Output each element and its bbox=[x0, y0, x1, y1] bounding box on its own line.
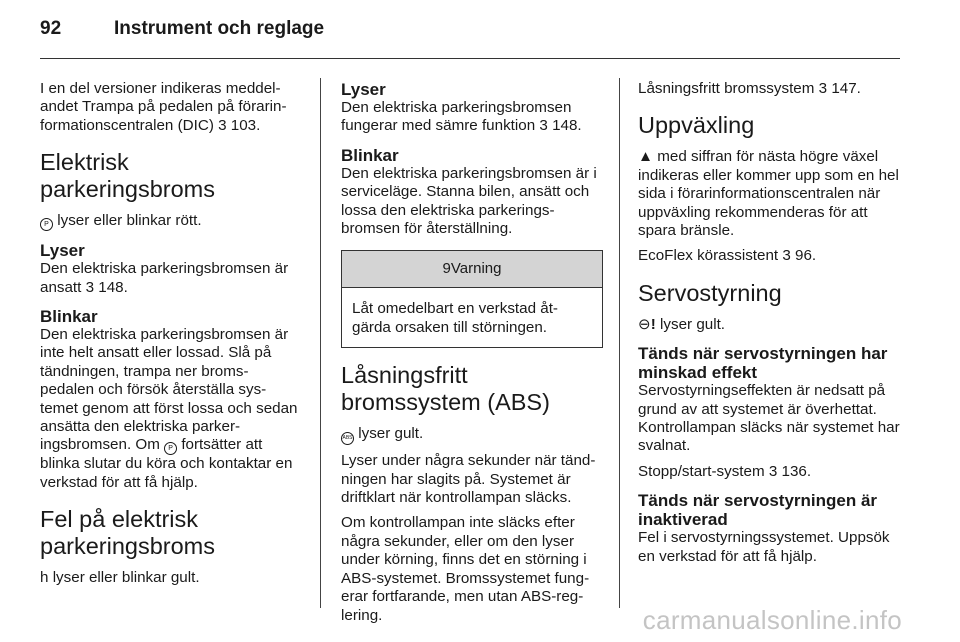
column-divider bbox=[320, 78, 321, 608]
paragraph: EcoFlex körassistent 3 96. bbox=[638, 247, 817, 265]
column-2 bbox=[341, 80, 603, 632]
paragraph: Stopp/start-system 3 136. bbox=[638, 462, 812, 480]
subheading: Lyser bbox=[341, 80, 386, 99]
page-ref[interactable]: 136. bbox=[781, 462, 812, 480]
page-ref-arrow-icon: 3 bbox=[85, 278, 95, 296]
page-ref[interactable]: 96. bbox=[795, 247, 817, 265]
chapter-title: Instrument och reglage bbox=[114, 18, 325, 39]
header-rule bbox=[40, 58, 900, 59]
subheading: Lyser bbox=[40, 241, 85, 261]
steering-wheel-icon: ⊖ bbox=[638, 315, 651, 333]
page-ref-arrow-icon: 3 bbox=[218, 116, 227, 134]
paragraph: Om kontrollampan inte släcks efter några sekunder, eller om den lyser under körning, finns det en störning i ABS-systemet. Bromssystemet fung-erar fortfarande, men utan ABS-reg-lering. bbox=[341, 514, 590, 624]
paragraph: Servostyrningseffekten är nedsatt på grund av att systemet är överhettat. Kontrollampan släcks när systemet har svalnat. bbox=[638, 382, 900, 455]
paragraph: Lyser under några sekunder när tänd-ningen har slagits på. Systemet är driftklart när kontrollampan släcks. bbox=[341, 452, 596, 507]
page-ref-arrow-icon: 3 bbox=[768, 462, 778, 480]
page-ref-arrow-icon: 3 bbox=[782, 247, 791, 265]
paragraph: ABS lyser gult. bbox=[341, 425, 603, 445]
warning-title: 9Varning bbox=[342, 251, 602, 288]
paragraph: Den elektriska parkeringsbromsen är inte helt ansatt eller lossad. Slå på tändningen, trampa ner broms-pedalen och försök återställa sys-temet genom att först lossa och sedan ansätta den elektriska parker-ingsbromsen. Om P fortsätter att blinka slutar du köra och kontaktar en verkstad för att få hjälp. bbox=[40, 326, 298, 491]
servo-exclamation-icon: ! bbox=[650, 315, 656, 333]
subheading: Tänds när servostyrningen har minskad effekt bbox=[638, 344, 888, 383]
paragraph: I en del versioner indikeras meddel-andet Trampa på pedalen på förarin-formationscentralen (DIC) 3 103. bbox=[40, 80, 287, 134]
page-ref[interactable]: 147. bbox=[831, 80, 861, 97]
page-ref-arrow-icon: 3 bbox=[539, 117, 548, 135]
section-heading: Fel på elektrisk parkeringsbroms bbox=[40, 506, 216, 560]
page-ref[interactable]: 148. bbox=[552, 117, 582, 135]
paragraph: ⊖! lyser gult. bbox=[638, 315, 726, 333]
paragraph: h lyser eller blinkar gult. bbox=[40, 569, 200, 587]
paragraph: P lyser eller blinkar rött. bbox=[40, 212, 302, 231]
page-number: 92 bbox=[40, 18, 62, 39]
paragraph: Den elektriska parkeringsbromsen fungerar med sämre funktion 3 148. bbox=[341, 99, 582, 135]
subheading: Blinkar bbox=[40, 307, 98, 327]
watermark: carmanualsonline.info bbox=[642, 605, 902, 635]
paragraph: ▲ med siffran för nästa högre växel indikeras eller kommer upp som en hel sida i förarinformationscentralen när uppväxling rekommenderas för att spara bränsle. bbox=[638, 148, 899, 240]
paragraph: Fel i servostyrningssystemet. Uppsök en verkstad för att få hjälp. bbox=[638, 529, 890, 565]
page-ref[interactable]: 103. bbox=[230, 116, 261, 134]
subheading: Tänds när servostyrningen är inaktiverad bbox=[638, 491, 878, 530]
page-ref-arrow-icon: 3 bbox=[818, 80, 828, 97]
column-1 bbox=[40, 80, 302, 595]
parking-brake-icon: P bbox=[40, 218, 53, 231]
section-heading: Elektrisk parkeringsbroms bbox=[40, 149, 216, 203]
paragraph: Den elektriska parkeringsbromsen är i serviceläge. Stanna bilen, ansätt och lossa den elektriska parkerings-bromsen för återställning. bbox=[341, 164, 597, 238]
upshift-arrow-icon: ▲ bbox=[638, 148, 654, 166]
warning-box bbox=[341, 250, 603, 348]
subheading: Blinkar bbox=[341, 145, 399, 165]
brake-fault-icon: h bbox=[40, 569, 49, 587]
paragraph: Låsningsfritt bromssystem 3 147. bbox=[638, 80, 861, 97]
section-heading: Uppväxling bbox=[638, 112, 755, 139]
page-ref[interactable]: 148. bbox=[98, 278, 128, 296]
section-heading: Servostyrning bbox=[638, 279, 782, 306]
warning-icon: 9 bbox=[442, 260, 451, 278]
parking-brake-icon: P bbox=[164, 442, 177, 455]
column-divider bbox=[619, 78, 620, 608]
page-header bbox=[40, 18, 324, 40]
abs-icon: ABS bbox=[341, 432, 354, 445]
warning-text: Låt omedelbart en verkstad åt-gärda orsaken till störningen. bbox=[352, 300, 558, 336]
section-heading: Låsningsfritt bromssystem (ABS) bbox=[341, 362, 550, 416]
paragraph: Den elektriska parkeringsbromsen är ansatt 3 148. bbox=[40, 260, 289, 296]
column-3 bbox=[638, 80, 900, 573]
